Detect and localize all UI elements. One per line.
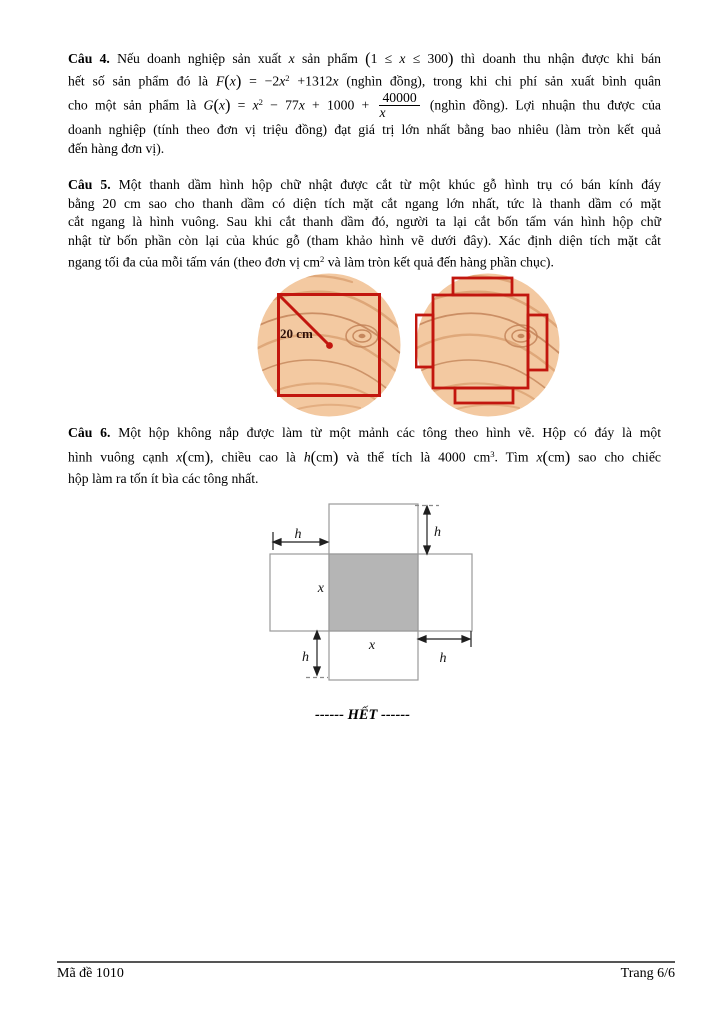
text-run: ngang tối đa của mỗi tấm ván (theo đơn vị cm — [68, 254, 321, 270]
text-run: x — [229, 72, 236, 88]
height-label: h — [302, 650, 309, 665]
text-run: Câu 4. — [68, 51, 110, 66]
text-run: ) — [225, 95, 231, 115]
text-run: ≤ 300 — [405, 51, 449, 66]
side-label: x — [317, 581, 324, 596]
height-label: h — [439, 651, 447, 666]
text-line — [68, 213, 661, 232]
page-footer — [57, 961, 675, 982]
text-run: và làm tròn kết quả đến hàng phần chục). — [324, 254, 554, 270]
text-run: x — [399, 51, 406, 66]
question-4-text — [68, 50, 661, 158]
text-run: cm — [187, 449, 205, 465]
text-run: x — [288, 51, 295, 66]
text-run: ( — [213, 95, 219, 115]
log-cross-section-planks-figure — [415, 272, 561, 418]
text-run: cm — [316, 449, 333, 465]
text-run: ( — [310, 447, 317, 467]
text-run: ) — [564, 447, 571, 467]
text-line — [68, 140, 661, 159]
text-run: hình vuông cạnh — [68, 449, 177, 465]
text-run: , chiều cao là — [210, 449, 304, 465]
end-marker: ------ HẾT ------ — [314, 707, 410, 723]
text-run: Câu 5. — [68, 177, 111, 192]
text-run: 3 — [490, 448, 495, 459]
exam-code: Mã đề 1010 — [57, 966, 124, 981]
text-run: hộp làm ra tốn ít bìa các tông nhất. — [68, 471, 259, 487]
box-net-figure — [262, 502, 482, 687]
text-run: ) — [235, 71, 242, 91]
text-run: x — [252, 97, 259, 113]
text-run: cm — [548, 449, 565, 465]
text-run: F — [215, 72, 225, 88]
text-run: ( — [224, 71, 230, 91]
text-line — [68, 69, 661, 91]
log-cross-section-square-figure — [256, 272, 402, 418]
right-flap — [418, 554, 472, 631]
text-run: đến hàng đơn vị). — [68, 140, 165, 156]
text-run: x — [218, 97, 225, 113]
text-line — [68, 250, 661, 272]
text-line — [68, 50, 661, 69]
text-run: x — [279, 72, 286, 88]
center-dot — [326, 342, 333, 349]
text-line — [68, 444, 661, 468]
text-run: Một thanh dầm hình hộp chữ nhật được cắt từ một khúc gỗ hình trụ có bán kính đáy — [110, 177, 662, 192]
text-line — [68, 121, 661, 140]
top-flap — [329, 504, 418, 554]
page-number: Trang 6/6 — [620, 966, 675, 981]
fraction — [379, 91, 419, 122]
text-run: thì doanh thu nhận được khi bán — [453, 51, 662, 66]
text-run: x — [298, 97, 305, 113]
text-run: 2 — [258, 96, 263, 107]
question-6-text — [68, 422, 661, 490]
text-run: bằng 20 cm sao cho thanh dầm có diện tích mặt cắt ngang lớn nhất, tức là thanh dầm có mặt — [68, 195, 661, 211]
text-run: G — [203, 97, 214, 113]
text-run: ( — [182, 447, 188, 467]
text-run: hết số sản phẩm đó là — [68, 72, 216, 88]
denominator: x — [379, 105, 386, 121]
text-run: ) — [448, 49, 454, 69]
text-line — [68, 176, 661, 195]
text-line — [68, 91, 661, 122]
side-label: x — [368, 638, 376, 653]
text-run: nhật từ bốn phần còn lại của khúc gỗ (tham khảo hình vẽ dưới đây). Xác định diện tích mặt cắt — [68, 232, 661, 248]
text-line — [68, 422, 661, 444]
text-run: +1312 — [289, 72, 333, 88]
text-line — [68, 468, 661, 490]
text-run: sản phẩm — [294, 51, 366, 66]
text-run: Một hộp không nắp được làm từ một mảnh các tông theo hình vẽ. Hộp có đáy là một — [110, 425, 661, 440]
text-run: x — [332, 72, 339, 88]
text-run: cắt ngang là hình vuông. Sau khi cắt thanh dầm đó, người ta lại cắt bốn tấm ván hình hộp chữ — [68, 214, 661, 229]
text-run: . Tìm — [494, 449, 537, 465]
box-base-square — [329, 554, 418, 631]
question-5-text — [68, 176, 661, 272]
text-run: ( — [365, 49, 371, 69]
text-run: Nếu doanh nghiệp sản xuất — [109, 51, 289, 66]
text-run: ( — [542, 447, 549, 467]
text-run: x — [176, 449, 183, 465]
text-run: = −2 — [241, 72, 280, 88]
text-run: và thể tích là 4000 cm — [338, 449, 491, 465]
text-run: ) — [204, 447, 211, 467]
text-line — [68, 232, 661, 251]
radius-label: 20 cm — [280, 326, 313, 341]
text-run: (nghìn đồng), trong khi chi phí sản xuất bình quân — [338, 72, 661, 88]
text-run: 2 — [320, 254, 325, 264]
text-run: doanh nghiệp (tính theo đơn vị triệu đồng) đạt giá trị lớn nhất bằng bao nhiêu (làm tròn kết quả — [68, 122, 661, 138]
text-line — [68, 195, 661, 214]
text-run: h — [303, 449, 311, 465]
text-run: = — [230, 97, 253, 113]
text-run: − 77 — [262, 97, 299, 113]
text-run: + 1000 + — [304, 97, 377, 113]
text-run: (nghìn đồng). Lợi nhuận thu được của — [422, 97, 661, 113]
height-label: h — [434, 525, 441, 540]
text-run: 1 ≤ — [370, 51, 400, 66]
text-run: 2 — [285, 72, 290, 83]
height-label: h — [294, 527, 302, 542]
text-run: ) — [332, 447, 339, 467]
numerator: 40000 — [379, 91, 419, 107]
text-run: Câu 6. — [68, 425, 111, 440]
text-run: x — [536, 449, 543, 465]
text-run: cho một sản phẩm là — [68, 97, 204, 113]
text-run: sao cho chiếc — [570, 449, 661, 465]
